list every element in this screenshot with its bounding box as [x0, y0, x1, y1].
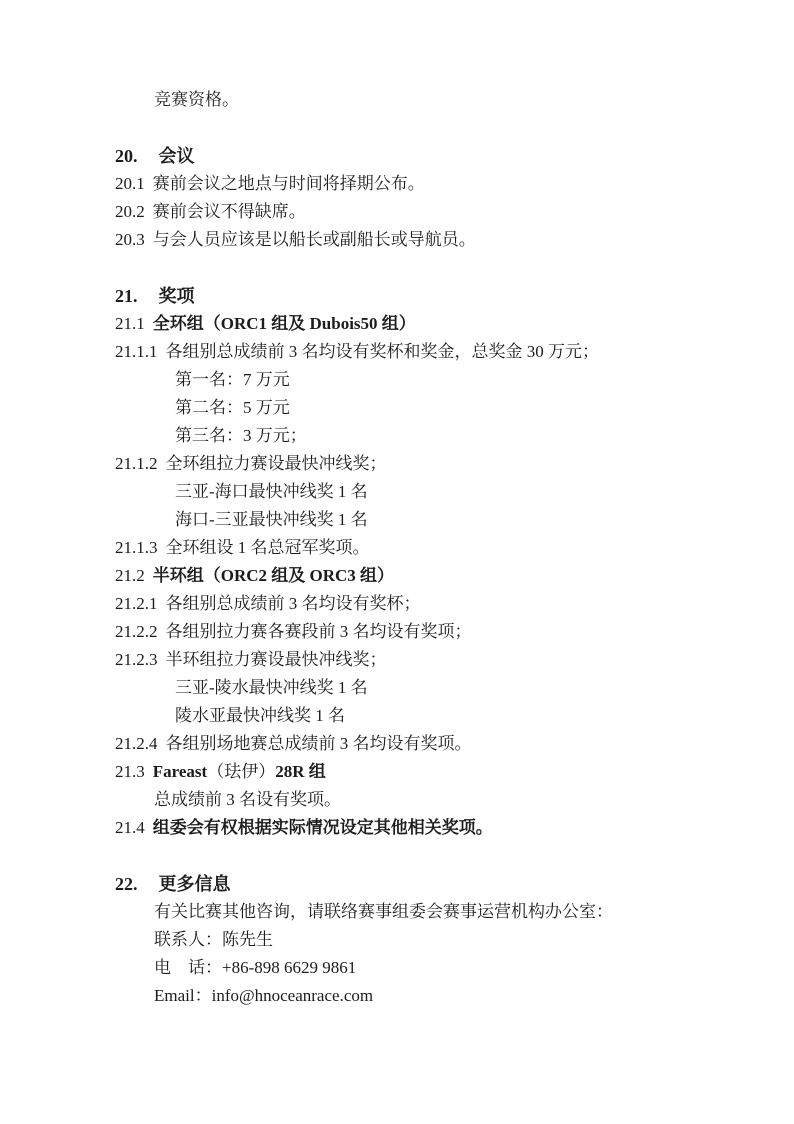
prize-third-place: 第三名：3 万元；	[175, 426, 307, 445]
clause-text: 半环组拉力赛设最快冲线奖；	[165, 650, 387, 669]
award-sanya-lingshui: 三亚-陵水最快冲线奖 1 名	[175, 678, 368, 697]
spacer	[115, 114, 744, 142]
award-sanya-haikou: 三亚-海口最快冲线奖 1 名	[175, 482, 368, 501]
continuation-text: 竞赛资格。	[154, 90, 239, 109]
clause-21-2-2	[115, 618, 744, 646]
clause-number: 21.2.1	[115, 594, 158, 613]
clause-21-4	[115, 814, 744, 842]
clause-number: 21.2.4	[115, 734, 158, 753]
clause-text: 各组别总成绩前 3 名均设有奖杯和奖金，总奖金 30 万元；	[165, 342, 599, 361]
clause-text: 赛前会议之地点与时间将择期公布。	[152, 174, 425, 193]
clause-number: 21.2.3	[115, 650, 158, 669]
clause-text: 半环组（ORC2 组及 ORC3 组）	[152, 566, 395, 585]
section-20-heading	[115, 142, 744, 170]
clause-number: 21.1.1	[115, 342, 158, 361]
clause-20-2	[115, 198, 744, 226]
section-title: 奖项	[158, 286, 195, 306]
clause-21-1-2	[115, 450, 744, 478]
clause-number: 21.2.2	[115, 622, 158, 641]
spacer	[115, 842, 744, 870]
clause-number: 21.3	[115, 762, 145, 781]
contact-email: Email：info@hnoceanrace.com	[154, 986, 374, 1005]
clause-20-1	[115, 170, 744, 198]
contact-phone: 电 话：+86-898 6629 9861	[154, 958, 357, 977]
clause-text: 各组别拉力赛各赛段前 3 名均设有奖项；	[165, 622, 472, 641]
clause-text: 各组别总成绩前 3 名均设有奖杯；	[165, 594, 421, 613]
section-number: 22.	[115, 874, 138, 894]
clause-number: 21.1.2	[115, 454, 158, 473]
clause-21-1	[115, 310, 744, 338]
clause-number: 21.1	[115, 314, 145, 333]
clause-text-fareast: Fareast	[152, 762, 208, 781]
contact-intro: 有关比赛其他咨询，请联络赛事组委会赛事运营机构办公室：	[154, 902, 613, 921]
clause-21-1-3	[115, 534, 744, 562]
clause-text: 赛前会议不得缺席。	[152, 202, 306, 221]
prize-second-place: 第二名：5 万元	[175, 398, 290, 417]
clause-text: 全环组设 1 名总冠军奖项。	[165, 538, 370, 557]
clause-21-2-1	[115, 590, 744, 618]
contact-person: 联系人：陈先生	[154, 930, 273, 949]
award-lingshui-sanya: 陵水亚最快冲线奖 1 名	[175, 706, 345, 725]
award-haikou-sanya: 海口-三亚最快冲线奖 1 名	[175, 510, 368, 529]
clause-number: 21.2	[115, 566, 145, 585]
clause-number: 20.3	[115, 230, 145, 249]
clause-text: 组委会有权根据实际情况设定其他相关奖项。	[152, 818, 493, 837]
section-title: 会议	[158, 146, 195, 166]
clause-text: 全环组拉力赛设最快冲线奖；	[165, 454, 387, 473]
clause-text-fayi: （珐伊）	[207, 762, 276, 781]
section-22-heading	[115, 870, 744, 898]
clause-21-2-3	[115, 646, 744, 674]
clause-text-28r: 28R 组	[275, 762, 326, 781]
clause-text: 与会人员应该是以船长或副船长或导航员。	[152, 230, 476, 249]
clause-21-3-body: 总成绩前 3 名设有奖项。	[154, 790, 341, 809]
section-title: 更多信息	[158, 874, 231, 894]
clause-21-2-4	[115, 730, 744, 758]
section-number: 21.	[115, 286, 138, 306]
clause-number: 21.1.3	[115, 538, 158, 557]
clause-text: 各组别场地赛总成绩前 3 名均设有奖项。	[165, 734, 472, 753]
section-21-heading	[115, 282, 744, 310]
clause-21-1-1	[115, 338, 744, 366]
clause-text: 全环组（ORC1 组及 Dubois50 组）	[152, 314, 416, 333]
clause-number: 21.4	[115, 818, 145, 837]
spacer	[115, 254, 744, 282]
clause-21-2	[115, 562, 744, 590]
clause-number: 20.1	[115, 174, 145, 193]
section-number: 20.	[115, 146, 138, 166]
document-content	[115, 86, 744, 1010]
prize-first-place: 第一名：7 万元	[175, 370, 290, 389]
clause-20-3	[115, 226, 744, 254]
clause-number: 20.2	[115, 202, 145, 221]
clause-21-3	[115, 758, 744, 786]
